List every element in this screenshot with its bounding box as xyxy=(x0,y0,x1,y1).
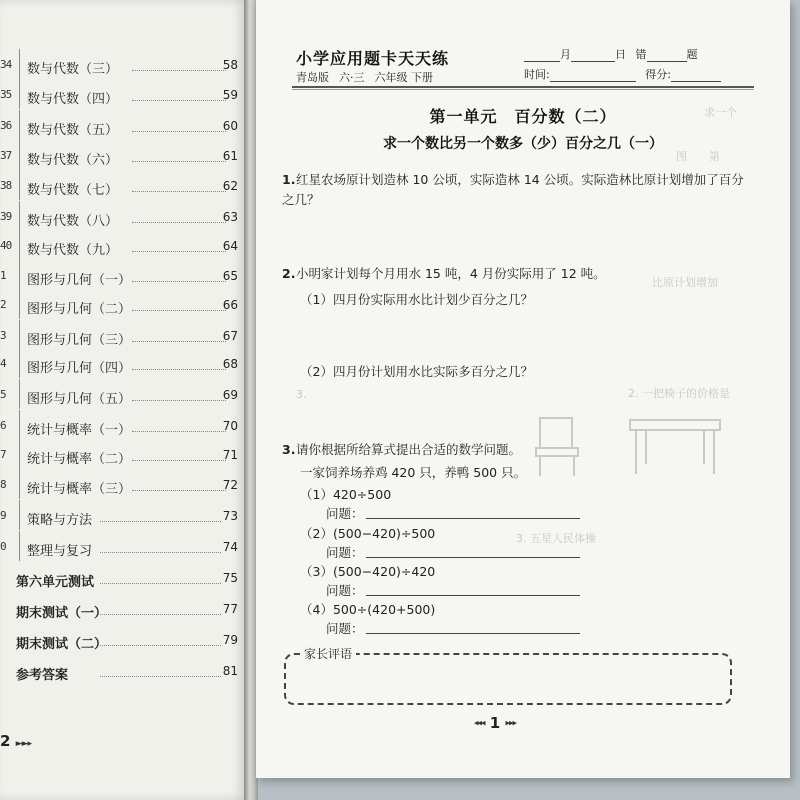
question-1-text: 红星农场原计划造林 10 公顷，实际造林 14 公顷。实际造林比原计划增加了百分之几？ xyxy=(282,172,744,207)
question-1 xyxy=(282,170,752,210)
toc-row-number: 1 xyxy=(0,269,6,282)
toc-row-number: 7 xyxy=(0,448,6,461)
toc-row-title: 第六单元测试 xyxy=(16,575,95,590)
toc-row xyxy=(0,475,246,501)
toc-row-page: 77 xyxy=(222,602,238,616)
question-3-expr-3: （3）(500−420)÷420 xyxy=(300,564,436,579)
parent-comment-label: 家长评语 xyxy=(300,645,356,662)
toc-row-title: 数与代数（四） xyxy=(27,92,119,107)
score-blank[interactable] xyxy=(671,69,721,82)
toc-row xyxy=(0,599,246,625)
toc-row-number: 8 xyxy=(0,478,6,491)
question-label: 题 xyxy=(686,48,698,61)
toc-row-page: 74 xyxy=(222,540,238,554)
toc-row xyxy=(0,506,246,532)
toc-row-divider xyxy=(19,500,20,530)
book-title: 小学应用题卡天天练 xyxy=(296,49,450,68)
toc-row xyxy=(0,661,246,687)
toc-row-number: 2 xyxy=(0,298,6,311)
toc-row xyxy=(0,176,246,202)
toc-row-divider xyxy=(19,289,20,319)
toc-row xyxy=(0,55,246,81)
toc-row-title: 数与代数（六） xyxy=(27,153,119,168)
toc-row-number: 34 xyxy=(0,58,12,71)
toc-row-divider xyxy=(19,439,20,469)
toc-row xyxy=(0,266,246,292)
toc-row xyxy=(0,295,246,321)
toc-row xyxy=(0,630,246,656)
toc-row-page: 71 xyxy=(222,448,238,462)
left-page-number-value: 2 xyxy=(0,732,11,750)
time-blank[interactable] xyxy=(550,69,636,82)
toc-row xyxy=(0,416,246,442)
toc-row xyxy=(0,537,246,563)
question-3-answer-line-4[interactable] xyxy=(366,633,580,634)
toc-row xyxy=(0,116,246,142)
header-rule xyxy=(292,86,754,88)
toc-row-divider xyxy=(19,49,20,79)
toc-row-title: 数与代数（五） xyxy=(27,123,119,138)
month-label: 月 xyxy=(560,48,571,61)
toc-row-title: 数与代数（八） xyxy=(27,214,119,229)
left-page-number xyxy=(0,732,31,750)
toc-row-number: 6 xyxy=(0,419,6,432)
toc-row-divider xyxy=(19,140,20,170)
toc-row-divider xyxy=(19,79,20,109)
toc-row-number: 4 xyxy=(0,357,6,370)
toc-row-divider xyxy=(19,320,20,350)
toc-row-page: 63 xyxy=(222,210,238,224)
toc-row-title: 图形与几何（四） xyxy=(27,361,132,376)
toc-row-page: 73 xyxy=(222,509,238,523)
toc-row-divider xyxy=(19,110,20,140)
date-errors-line xyxy=(524,46,698,62)
header-rule-thin xyxy=(292,89,754,90)
toc-row-page: 81 xyxy=(222,664,238,678)
toc-row-page: 79 xyxy=(222,633,238,647)
toc-row-page: 65 xyxy=(222,269,238,283)
toc-row-number: 5 xyxy=(0,388,6,401)
toc-row-title: 图形与几何（一） xyxy=(27,273,132,288)
question-2-sub-1: （1）四月份实际用水比计划少百分之几？ xyxy=(300,292,533,307)
toc-row-title: 统计与概率（一） xyxy=(27,423,132,438)
question-1-number: 1. xyxy=(282,172,296,187)
toc-row-title: 数与代数（三） xyxy=(27,62,119,77)
left-page-toc xyxy=(0,0,246,800)
question-3-answer-label-4: 问题： xyxy=(326,621,364,636)
question-3-expr-1: （1）420÷500 xyxy=(300,487,392,502)
toc-row xyxy=(0,207,246,233)
toc-row-divider xyxy=(19,348,20,378)
question-2-number: 2. xyxy=(282,266,296,281)
score-label: 得分: xyxy=(645,68,671,81)
page-arrows-right: ▸▸▸ xyxy=(505,718,517,729)
page-number-value: 1 xyxy=(489,714,501,732)
toc-row-page: 66 xyxy=(222,298,238,312)
toc-row-number: 3 xyxy=(0,329,6,342)
toc-row-title: 参考答案 xyxy=(16,668,69,683)
question-3-expr-4: （4）500÷(420+500) xyxy=(300,602,436,617)
toc-row xyxy=(0,354,246,380)
toc-row-page: 60 xyxy=(222,119,238,133)
toc-row-page: 75 xyxy=(222,571,238,585)
time-label: 时间: xyxy=(524,68,550,81)
toc-row-divider xyxy=(19,260,20,290)
toc-row-number: 38 xyxy=(0,179,12,192)
question-3-answer-label-2: 问题： xyxy=(326,545,364,560)
toc-row-number: 37 xyxy=(0,149,12,162)
grade-code: 六·三 xyxy=(339,71,365,84)
lesson-title: 求一个数比另一个数多（少）百分之几（一） xyxy=(383,136,663,152)
toc-row-title: 统计与概率（三） xyxy=(27,482,132,497)
question-3-answer-line-1[interactable] xyxy=(366,518,580,519)
toc-row-title: 图形与几何（二） xyxy=(27,302,132,317)
toc-row-divider xyxy=(19,230,20,260)
toc-row-divider xyxy=(19,410,20,440)
page-number xyxy=(474,714,516,732)
toc-row-number: 9 xyxy=(0,509,6,522)
question-2-sub-2: （2）四月份计划用水比实际多百分之几？ xyxy=(300,364,533,379)
toc-row-page: 58 xyxy=(222,58,238,72)
toc-row-title: 整理与复习 xyxy=(27,544,93,559)
toc-row-divider xyxy=(19,201,20,231)
toc-row xyxy=(0,445,246,471)
question-3-answer-line-2[interactable] xyxy=(366,557,580,558)
toc-row-title: 统计与概率（二） xyxy=(27,452,132,467)
toc-row-number: 39 xyxy=(0,210,12,223)
toc-row-page: 69 xyxy=(222,388,238,402)
toc-row-title: 图形与几何（三） xyxy=(27,333,132,348)
question-3-expr-2: （2）(500−420)÷500 xyxy=(300,526,436,541)
toc-row-divider xyxy=(19,170,20,200)
question-3-context: 一家饲养场养鸡 420 只，养鸭 500 只。 xyxy=(300,465,527,480)
question-3-answer-label-1: 问题： xyxy=(326,506,364,521)
grade-term: 六年级 下册 xyxy=(374,71,433,84)
left-page-arrows: ►►▸ xyxy=(15,739,32,749)
page-arrows-left: ◂◂◂ xyxy=(474,718,485,729)
toc-row xyxy=(0,146,246,172)
toc-row-divider xyxy=(19,379,20,409)
toc-row-title: 期末测试（一） xyxy=(16,606,108,621)
edition-name: 青岛版 xyxy=(296,71,329,84)
toc-row-divider xyxy=(19,469,20,499)
toc-row-page: 68 xyxy=(222,357,238,371)
toc-row xyxy=(0,85,246,111)
wrong-label: 错 xyxy=(635,48,647,61)
toc-row xyxy=(0,385,246,411)
toc-row-page: 61 xyxy=(222,149,238,163)
worksheet-page xyxy=(256,0,790,778)
toc-row-title: 策略与方法 xyxy=(27,513,93,528)
toc-row xyxy=(0,568,246,594)
toc-row-title: 数与代数（七） xyxy=(27,183,119,198)
question-3-number: 3. xyxy=(282,442,296,457)
toc-row-number: 35 xyxy=(0,88,12,101)
day-label: 日 xyxy=(615,48,626,61)
toc-row-title: 期末测试（二） xyxy=(16,637,108,652)
wrong-count-blank[interactable] xyxy=(647,49,687,62)
unit-title: 第一单元 百分数（二） xyxy=(429,107,617,126)
question-3-answer-label-3: 问题： xyxy=(326,583,364,598)
question-2-text: 小明家计划每个月用水 15 吨，4 月份实际用了 12 吨。 xyxy=(296,266,606,281)
toc-row-page: 62 xyxy=(222,179,238,193)
edition-line xyxy=(296,69,433,85)
toc-row-page: 64 xyxy=(222,239,238,253)
day-blank[interactable] xyxy=(571,49,615,62)
question-2 xyxy=(282,264,752,284)
toc-row-title: 图形与几何（五） xyxy=(27,392,132,407)
month-blank[interactable] xyxy=(524,49,560,62)
toc-row-page: 67 xyxy=(222,329,238,343)
toc-row-page: 72 xyxy=(222,478,238,492)
toc-row-page: 59 xyxy=(222,88,238,102)
question-3-answer-line-3[interactable] xyxy=(366,595,580,596)
question-3-text: 请你根据所给算式提出合适的数学问题。 xyxy=(296,442,522,457)
toc-row-page: 70 xyxy=(222,419,238,433)
toc-row-number: 40 xyxy=(0,239,12,252)
toc-row-title: 数与代数（九） xyxy=(27,243,119,258)
time-score-line xyxy=(524,66,721,82)
toc-row-number: 0 xyxy=(0,540,6,553)
toc-row xyxy=(0,236,246,262)
toc-row-divider xyxy=(19,531,20,561)
toc-row-number: 36 xyxy=(0,119,12,132)
question-3 xyxy=(282,440,752,460)
toc-row xyxy=(0,326,246,352)
bleed-through-text: 求一个 图 第 比原计划增加 2. 一把椅子的价格是 3. 3. 五星人民体操 xyxy=(296,106,737,545)
